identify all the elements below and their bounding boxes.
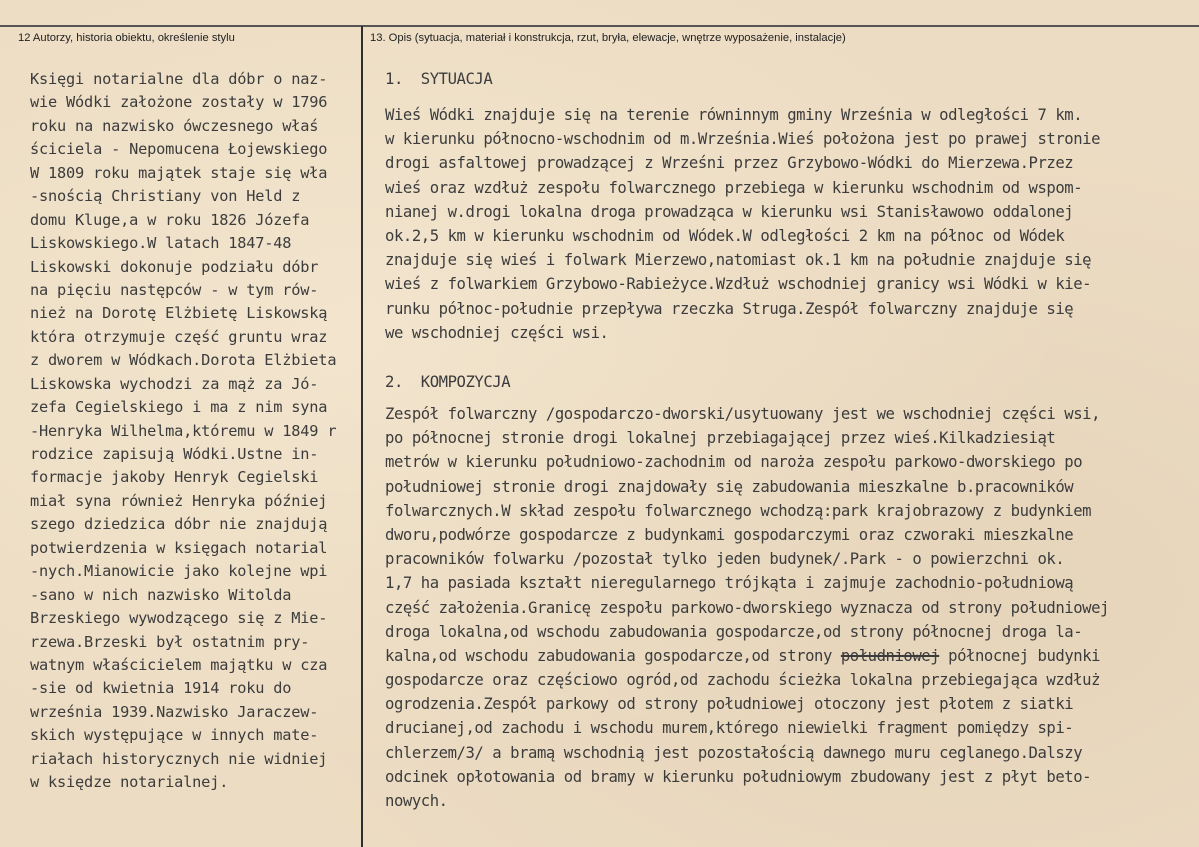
history-line: szego dziedzica dóbr nie znajdują (30, 515, 328, 534)
composition-line: droga lokalna,od wschodu zabudowania gospodarcze,od strony północnej droga la- (385, 622, 1083, 641)
section-title-composition: 2. KOMPOZYCJA (385, 373, 511, 391)
composition-line: ogrodzenia.Zespół parkowy od strony południowej otoczony jest płotem z siatki (385, 695, 1074, 714)
history-line: nież na Dorotę Elżbietę Liskowską (30, 304, 328, 323)
history-line: -snością Christiany von Held z (30, 187, 301, 206)
header-rule (0, 25, 1199, 27)
history-line: skich występujące w innych mate- (30, 726, 319, 745)
history-line: potwierdzenia w księgach notarial (30, 538, 328, 557)
composition-paragraph (385, 402, 1109, 813)
history-line: z dworem w Wódkach.Dorota Elżbieta (30, 351, 337, 370)
history-column (30, 68, 360, 795)
history-line: Liskowskiego.W latach 1847-48 (30, 234, 292, 253)
situation-line: nianej w.drogi lokalna droga prowadząca w kierunku wsi Stanisławowo oddalonej (385, 202, 1074, 221)
field-13-header: 13. Opis (sytuacja, materiał i konstrukcja, rzut, bryła, elewacje, wnętrze wyposażenie, instalacje) (370, 32, 846, 44)
composition-line: Zespół folwarczny /gospodarczo-dworski/usytuowany jest we wschodniej części wsi, (385, 405, 1101, 423)
composition-line: 1,7 ha pasiada kształt nieregularnego trójkąta i zajmuje zachodnio-południową (385, 574, 1074, 593)
history-line: Brzeskiego wywodzącego się z Mie- (30, 609, 328, 628)
history-line: na pięciu następców - w tym rów- (30, 280, 319, 299)
situation-line: wieś oraz wzdłuż zespołu folwarcznego przebiega w kierunku wschodnim od wspom- (385, 178, 1083, 197)
history-line: która otrzymuje część gruntu wraz (30, 327, 328, 346)
history-line: ściciela - Nepomucena Łojewskiego (30, 140, 328, 159)
history-line: wie Wódki założone zostały w 1796 (30, 93, 328, 112)
situation-paragraph (385, 103, 1100, 345)
composition-line: pracowników folwarku /pozostał tylko jeden budynek/.Park - o powierzchni ok. (385, 550, 1065, 569)
history-line: zefa Cegielskiego i ma z nim syna (30, 398, 328, 417)
composition-line: gospodarcze oraz częściowo ogród,od zachodu ścieżka lokalna przebiegająca wzdłuż (385, 671, 1101, 690)
history-line: rodzice zapisują Wódki.Ustne in- (30, 445, 319, 463)
field-12-header: 12 Autorzy, historia obiektu, określenie stylu (18, 32, 235, 44)
history-line: rzewa.Brzeski był ostatnim pry- (30, 632, 310, 651)
situation-line: wieś z folwarkiem Grzybowo-Rabieżyce.Wzdłuż wschodniej granicy wsi Wódki w kie- (385, 275, 1092, 294)
situation-line: drogi asfaltowej prowadzącej z Wrześni przez Grzybowo-Wódki do Mierzewa.Przez (385, 154, 1074, 173)
history-line: miał syna również Henryka później (30, 491, 328, 510)
history-line: -sano w nich nazwisko Witolda (30, 585, 292, 604)
composition-line: dworu,podwórze gospodarcze z budynkami gospodarczymi oraz czworaki mieszkalne (385, 525, 1074, 544)
strike-line-before: kalna,od wschodu zabudowania gospodarcze,od strony (385, 646, 841, 665)
strike-line-after: północnej budynki (939, 646, 1101, 665)
history-line: riałach historycznych nie widniej (30, 749, 328, 768)
situation-line: Wieś Wódki znajduje się na terenie równinnym gminy Września w odległości 7 km. (385, 106, 1083, 124)
history-line: roku na nazwisko ówczesnego właś (30, 116, 319, 135)
composition-line: nowych. (385, 792, 448, 810)
history-line: -nych.Mianowicie jako kolejne wpi (30, 562, 328, 581)
history-line: Liskowski dokonuje podziału dóbr (30, 257, 319, 276)
struck-out-word: południowej (840, 646, 940, 665)
history-line: Księgi notarialne dla dóbr o naz- (30, 70, 328, 88)
history-line: watnym właścicielem majątku w cza (30, 655, 328, 674)
history-line: -Henryka Wilhelma,któremu w 1849 r (30, 421, 337, 440)
history-line: domu Kluge,a w roku 1826 Józefa (30, 210, 310, 229)
composition-line: chlerzem/3/ a bramą wschodnią jest pozostałością dawnego muru ceglanego.Dalszy (385, 743, 1083, 762)
history-line: W 1809 roku majątek staje się wła (30, 163, 328, 182)
situation-line: runku północ-południe przepływa rzeczka Struga.Zespół folwarczny znajduje się (385, 299, 1074, 318)
composition-line: odcinek opłotowania od bramy w kierunku południowym zbudowany jest z płyt beto- (385, 767, 1092, 786)
composition-line: drucianej,od zachodu i wschodu murem,którego niewielki fragment pomiędzy spi- (385, 719, 1074, 738)
history-line: -sie od kwietnia 1914 roku do (30, 679, 292, 698)
section-title-situation: 1. SYTUACJA (385, 70, 493, 88)
situation-line: w kierunku północno-wschodnim od m.Września.Wieś położona jest po prawej stronie (385, 130, 1101, 149)
situation-line: znajduje się wieś i folwark Mierzewo,natomiast ok.1 km na południe znajduje się (385, 251, 1092, 270)
column-divider (361, 26, 363, 847)
composition-line: metrów w kierunku południowo-zachodnim od naroża zespołu parkowo-dworskiego po (385, 453, 1083, 472)
composition-line: południowej stronie drogi znajdowały się zabudowania mieszkalne b.pracowników (385, 477, 1074, 496)
composition-line: część założenia.Granicę zespołu parkowo-dworskiego wyznacza od strony południowej (385, 598, 1109, 617)
history-line: formacje jakoby Henryk Cegielski (30, 468, 319, 487)
composition-line-with-strikeout (385, 644, 1109, 668)
history-line: Liskowska wychodzi za mąż za Jó- (30, 374, 319, 393)
situation-line: we wschodniej części wsi. (385, 323, 609, 342)
situation-line: ok.2,5 km w kierunku wschodnim od Wódek.W odległości 2 km na północ od Wódek (385, 226, 1065, 245)
history-line: w księdze notarialnej. (30, 773, 229, 792)
composition-line: folwarcznych.W skład zespołu folwarcznego wchodzą:park krajobrazowy z budynkiem (385, 501, 1092, 520)
history-line: września 1939.Nazwisko Jaraczew- (30, 702, 319, 721)
composition-line: po północnej stronie drogi lokalnej przebiagającej przez wieś.Kilkadziesiąt (385, 429, 1056, 448)
